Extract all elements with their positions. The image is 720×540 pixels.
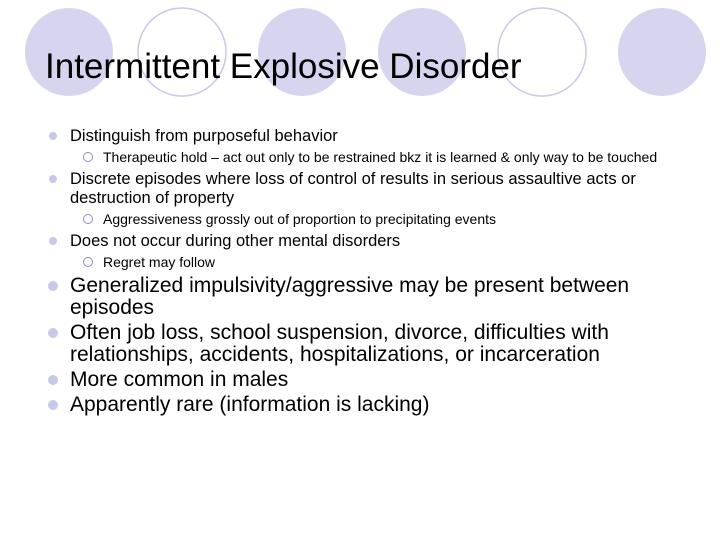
sub-bullet-item	[46, 254, 696, 271]
bullet-item	[46, 170, 696, 208]
bullet-item	[46, 275, 696, 319]
sub-bullet-item	[46, 211, 696, 228]
slide-content	[46, 127, 696, 419]
hollow-circle-icon	[83, 152, 93, 162]
decor-circle	[618, 8, 706, 96]
bullet-dot-icon	[48, 281, 58, 291]
sub-bullet-item	[46, 149, 696, 166]
hollow-circle-icon	[83, 214, 93, 224]
sub-bullet-text: Therapeutic hold – act out only to be restrained bkz it is learned & only way to be touched	[103, 149, 658, 165]
sub-bullet-text: Aggressiveness grossly out of proportion to precipitating events	[103, 211, 496, 227]
bullet-dot-icon	[49, 237, 57, 245]
bullet-dot-icon	[48, 400, 58, 410]
bullet-dot-icon	[48, 328, 58, 338]
sub-bullet-text: Regret may follow	[103, 254, 216, 270]
bullet-text: More common in males	[70, 368, 289, 391]
bullet-dot-icon	[48, 375, 58, 385]
slide-title: Intermittent Explosive Disorder	[45, 47, 522, 86]
bullet-text: Distinguish from purposeful behavior	[70, 127, 338, 145]
bullet-item	[46, 322, 696, 366]
bullet-dot-icon	[49, 175, 57, 183]
bullet-text: Generalized impulsivity/aggressive may be present between episodes	[70, 274, 630, 319]
bullet-item	[46, 232, 696, 251]
bullet-dot-icon	[49, 132, 57, 140]
bullet-text: Often job loss, school suspension, divorce, difficulties with relationships, accidents, hospitalizations, or incarceration	[70, 321, 609, 366]
bullet-item	[46, 369, 696, 391]
bullet-text: Does not occur during other mental disorders	[70, 232, 401, 250]
bullet-text: Discrete episodes where loss of control of results in serious assaultive acts or destruction of property	[70, 170, 636, 207]
hollow-circle-icon	[83, 257, 93, 267]
bullet-item	[46, 127, 696, 146]
bullet-text: Apparently rare (information is lacking)	[70, 393, 430, 416]
bullet-item	[46, 394, 696, 416]
